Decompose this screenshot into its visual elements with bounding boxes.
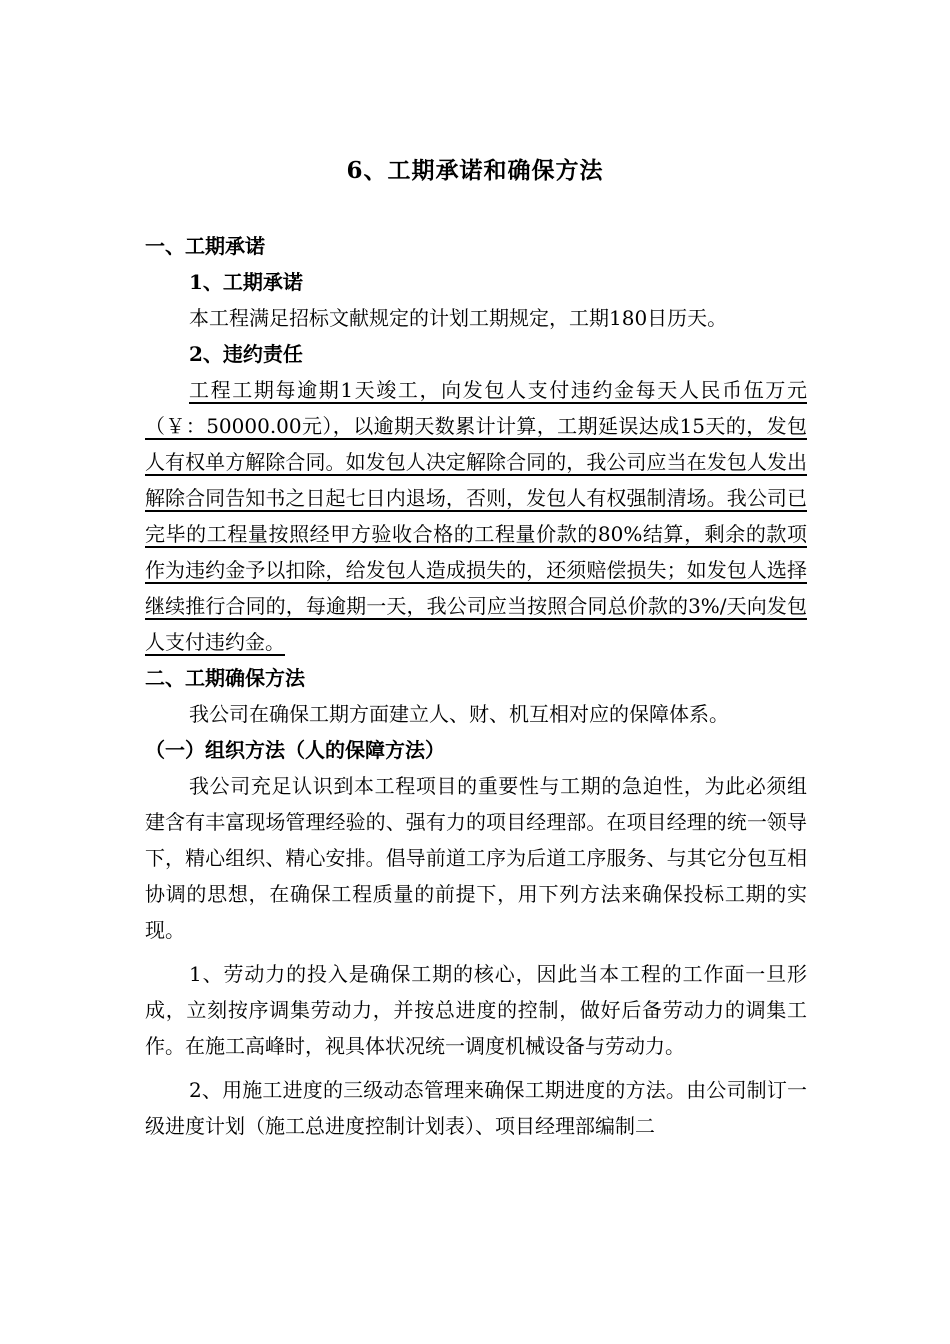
- document-title: 6、工期承诺和确保方法: [346, 157, 604, 184]
- section-heading-measures: 二、工期确保方法: [145, 666, 305, 690]
- measures-intro-paragraph: 我公司在确保工期方面建立人、财、机互相对应的保障体系。: [189, 702, 729, 726]
- subsection-heading-commitment: 1、工期承诺: [189, 270, 303, 294]
- paragraph-spacer: [145, 948, 807, 956]
- paragraph-spacer: [145, 1064, 807, 1072]
- section-heading-commitment: 一、工期承诺: [145, 234, 265, 258]
- commitment-paragraph: 本工程满足招标文献规定的计划工期规定，工期180日历天。: [189, 306, 728, 330]
- organization-paragraph-2: 1、劳动力的投入是确保工期的核心，因此当本工程的工作面一旦形成，立刻按序调集劳动力，并按总进度的控制，做好后备劳动力的调集工作。在施工高峰时，视具体状况统一调度机械设备与劳动力。: [145, 962, 807, 1058]
- organization-paragraph-1: 我公司充足认识到本工程项目的重要性与工期的急迫性，为此必须组建含有丰富现场管理经验的、强有力的项目经理部。在项目经理的统一领导下，精心组织、精心安排。倡导前道工序为后道工序服务、与其它分包互相协调的思想，在确保工程质量的前提下，用下列方法来确保投标工期的实现。: [145, 774, 807, 942]
- liability-paragraph: [145, 372, 807, 660]
- organization-paragraph-3: 2、用施工进度的三级动态管理来确保工期进度的方法。由公司制订一级进度计划（施工总进度控制计划表）、项目经理部编制二: [145, 1078, 807, 1138]
- subsection-heading-organization: （一）组织方法（人的保障方法）: [145, 738, 445, 762]
- liability-text-underlined: 工程工期每逾期1天竣工，向发包人支付违约金每天人民币伍万元（￥：50000.00元），以逾期天数累计计算，工期延误达成15天的，发包人有权单方解除合同。如发包人决定解除合同的，我公司应当在发包人发出解除合同告知书之日起七日内退场，否则，发包人有权强制清场。我公司已完毕的工程量按照经甲方验收合格的工程量价款的80%结算，剩余的款项作为违约金予以扣除，给发包人造成损失的，还须赔偿损失；如发包人选择继续推行合同的，每逾期一天，我公司应当按照合同总价款的3%/天向发包人支付违约金。: [145, 378, 807, 654]
- subsection-heading-liability: 2、违约责任: [189, 342, 303, 366]
- document-body: [145, 228, 807, 1144]
